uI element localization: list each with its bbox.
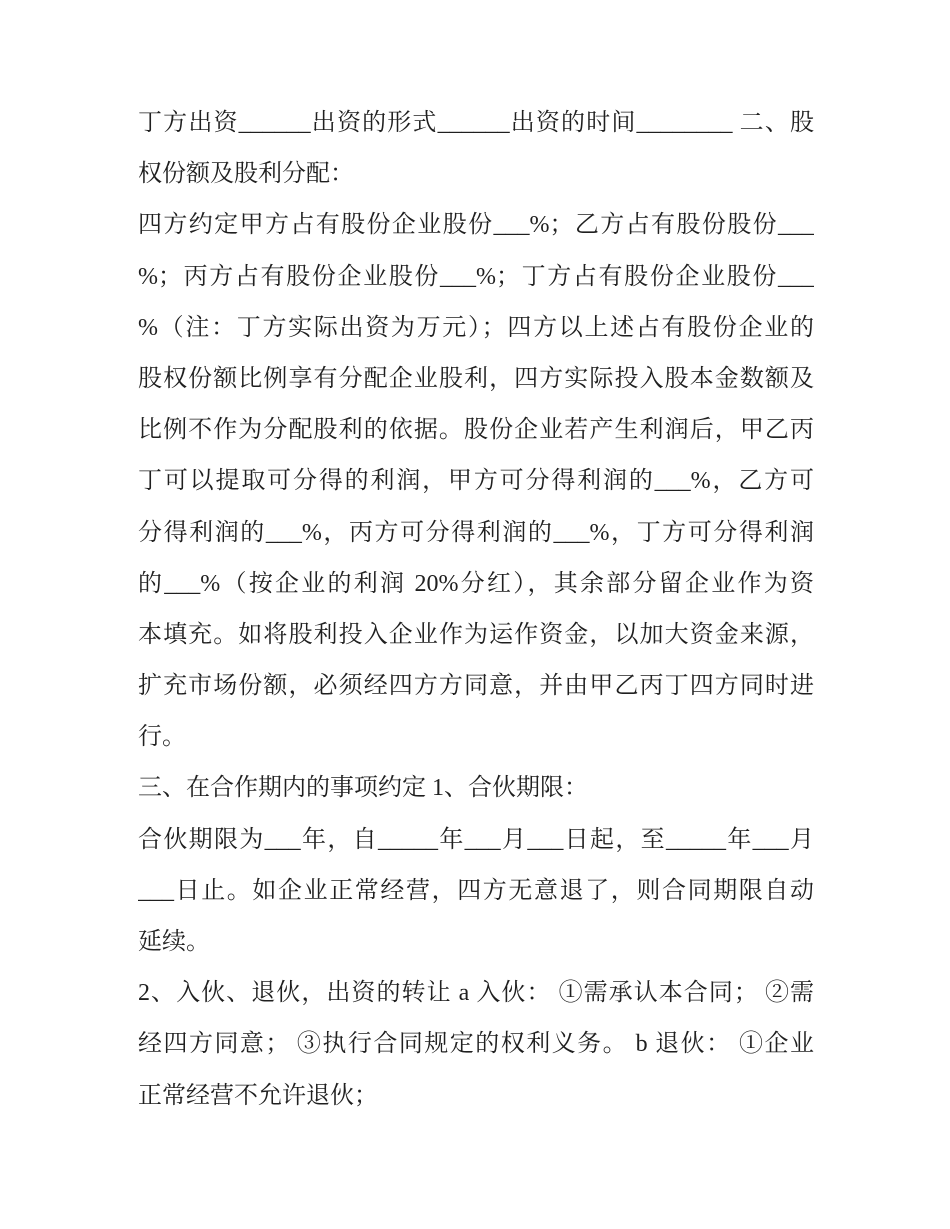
text-line: %；丙方占有股份企业股份___%；丁方占有股份企业股份___ bbox=[138, 263, 814, 290]
text-line: 四方约定甲方占有股份企业股份___%；乙方占有股份股份___ bbox=[138, 212, 814, 239]
text-line: 比例不作为分配股利的依据。股份企业若产生利润后，甲乙丙 bbox=[138, 417, 814, 444]
text-line: %（注：丁方实际出资为万元）；四方以上述占有股份企业的 bbox=[138, 314, 814, 341]
text-line: 三、在合作期内的事项约定 1、合伙期限： bbox=[138, 775, 588, 802]
text-line: 分得利润的___%，丙方可分得利润的___%，丁方可分得利润 bbox=[138, 519, 814, 546]
text-line: 本填充。如将股利投入企业作为运作资金，以加大资金来源， bbox=[138, 621, 814, 648]
text-line: 丁方出资______出资的形式______出资的时间________ 二、股 bbox=[138, 110, 814, 136]
text-line: 行。 bbox=[138, 724, 186, 751]
text-line: 丁可以提取可分得的利润，甲方可分得利润的___%，乙方可 bbox=[138, 468, 814, 495]
text-line: 的___%（按企业的利润 20%分红），其余部分留企业作为资 bbox=[138, 570, 814, 597]
text-line: 扩充市场份额，必须经四方方同意，并由甲乙丙丁四方同时进 bbox=[138, 673, 814, 700]
text-line: 正常经营不允许退伙； bbox=[138, 1082, 378, 1109]
text-line: 经四方同意； ③执行合同规定的权利义务。 b 退伙： ①企业 bbox=[138, 1031, 814, 1058]
text-line: ___日止。如企业正常经营，四方无意退了，则合同期限自动 bbox=[138, 877, 814, 904]
text-line: 延续。 bbox=[138, 929, 210, 955]
text-line: 权份额及股利分配： bbox=[138, 161, 354, 188]
document-body bbox=[138, 98, 814, 1122]
text-line: 合伙期限为___年，自_____年___月___日起，至_____年___月 bbox=[138, 826, 814, 853]
text-line: 股权份额比例享有分配企业股利，四方实际投入股本金数额及 bbox=[138, 365, 814, 392]
text-line: 2、入伙、退伙，出资的转让 a 入伙： ①需承认本合同； ②需 bbox=[138, 980, 814, 1007]
